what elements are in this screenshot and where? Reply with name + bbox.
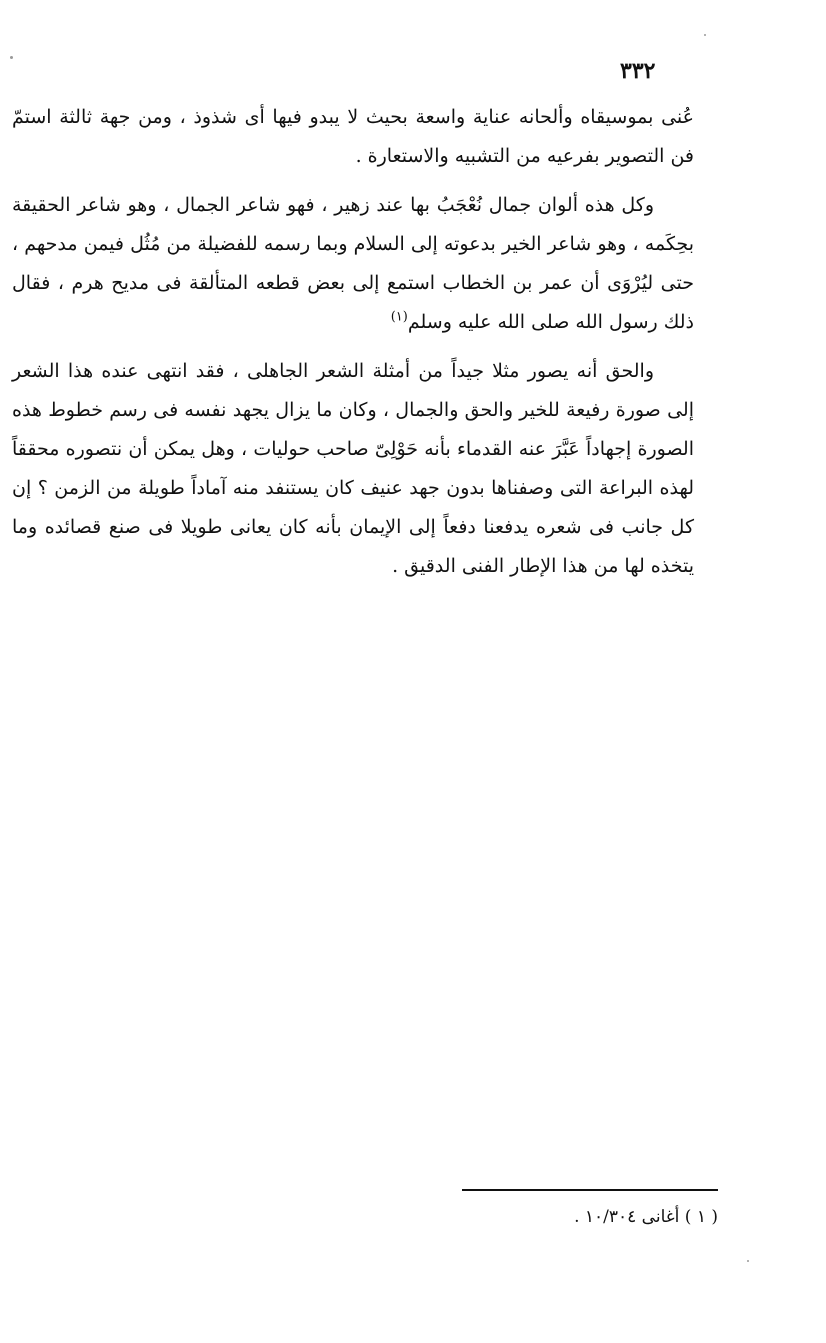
page-number: ٣٣٢ [620, 58, 656, 84]
paragraph-1 [12, 98, 694, 176]
footnote-reference-marker[interactable]: (١) [390, 309, 408, 325]
paragraph-1-text: عُنى بموسيقاه وألحانه عناية واسعة بحيث لا يبدو فيها أى شذوذ ، ومن جهة ثالثة استمّ فن التصوير بفرعيه من التشبيه والاستعارة . [12, 106, 694, 167]
footnote-separator-rule [462, 1189, 718, 1191]
footnote-1: ( ١ ) أغانى ١٠/٣٠٤ . [574, 1207, 718, 1227]
paragraph-2-text: وكل هذه ألوان جمال نُعْجَبُ بها عند زهير ، فهو شاعر الجمال ، وهو شاعر الحقيقة بحِكَمه ، وهو شاعر الخير بدعوته إلى السلام وبما رسمه للفضيلة من مُثُل فيمن مدحهم ، حتى ليُرْوَى أن عمر بن الخطاب استمع إلى بعض قطعه المتألقة فى مديح هرم ، فقال ذلك رسول الله صلى الله عليه وسلم [12, 194, 694, 333]
paragraph-2 [12, 186, 694, 342]
body-text [12, 98, 694, 586]
scan-speck [10, 56, 13, 59]
paragraph-3 [12, 352, 694, 586]
paragraph-3-text: والحق أنه يصور مثلا جيداً من أمثلة الشعر الجاهلى ، فقد انتهى عنده هذا الشعر إلى صورة رفيعة للخير والحق والجمال ، وكان ما يزال يجهد نفسه فى رسم خطوط هذه الصورة إجهاداً عَبَّرَ عنه القدماء بأنه حَوْلِىّ صاحب حوليات ، وهل يمكن أن نتصوره محققاً لهذه البراعة التى وصفناها بدون جهد عنيف كان يستنفد منه آماداً طويلة من الزمن ؟ إن كل جانب فى شعره يدفعنا دفعاً إلى الإيمان بأنه كان يعانى طويلا فى صنع قصائده وما يتخذه لها من هذا الإطار الفنى الدقيق . [12, 360, 694, 577]
scan-speck [747, 1260, 749, 1262]
scan-speck [704, 34, 706, 36]
